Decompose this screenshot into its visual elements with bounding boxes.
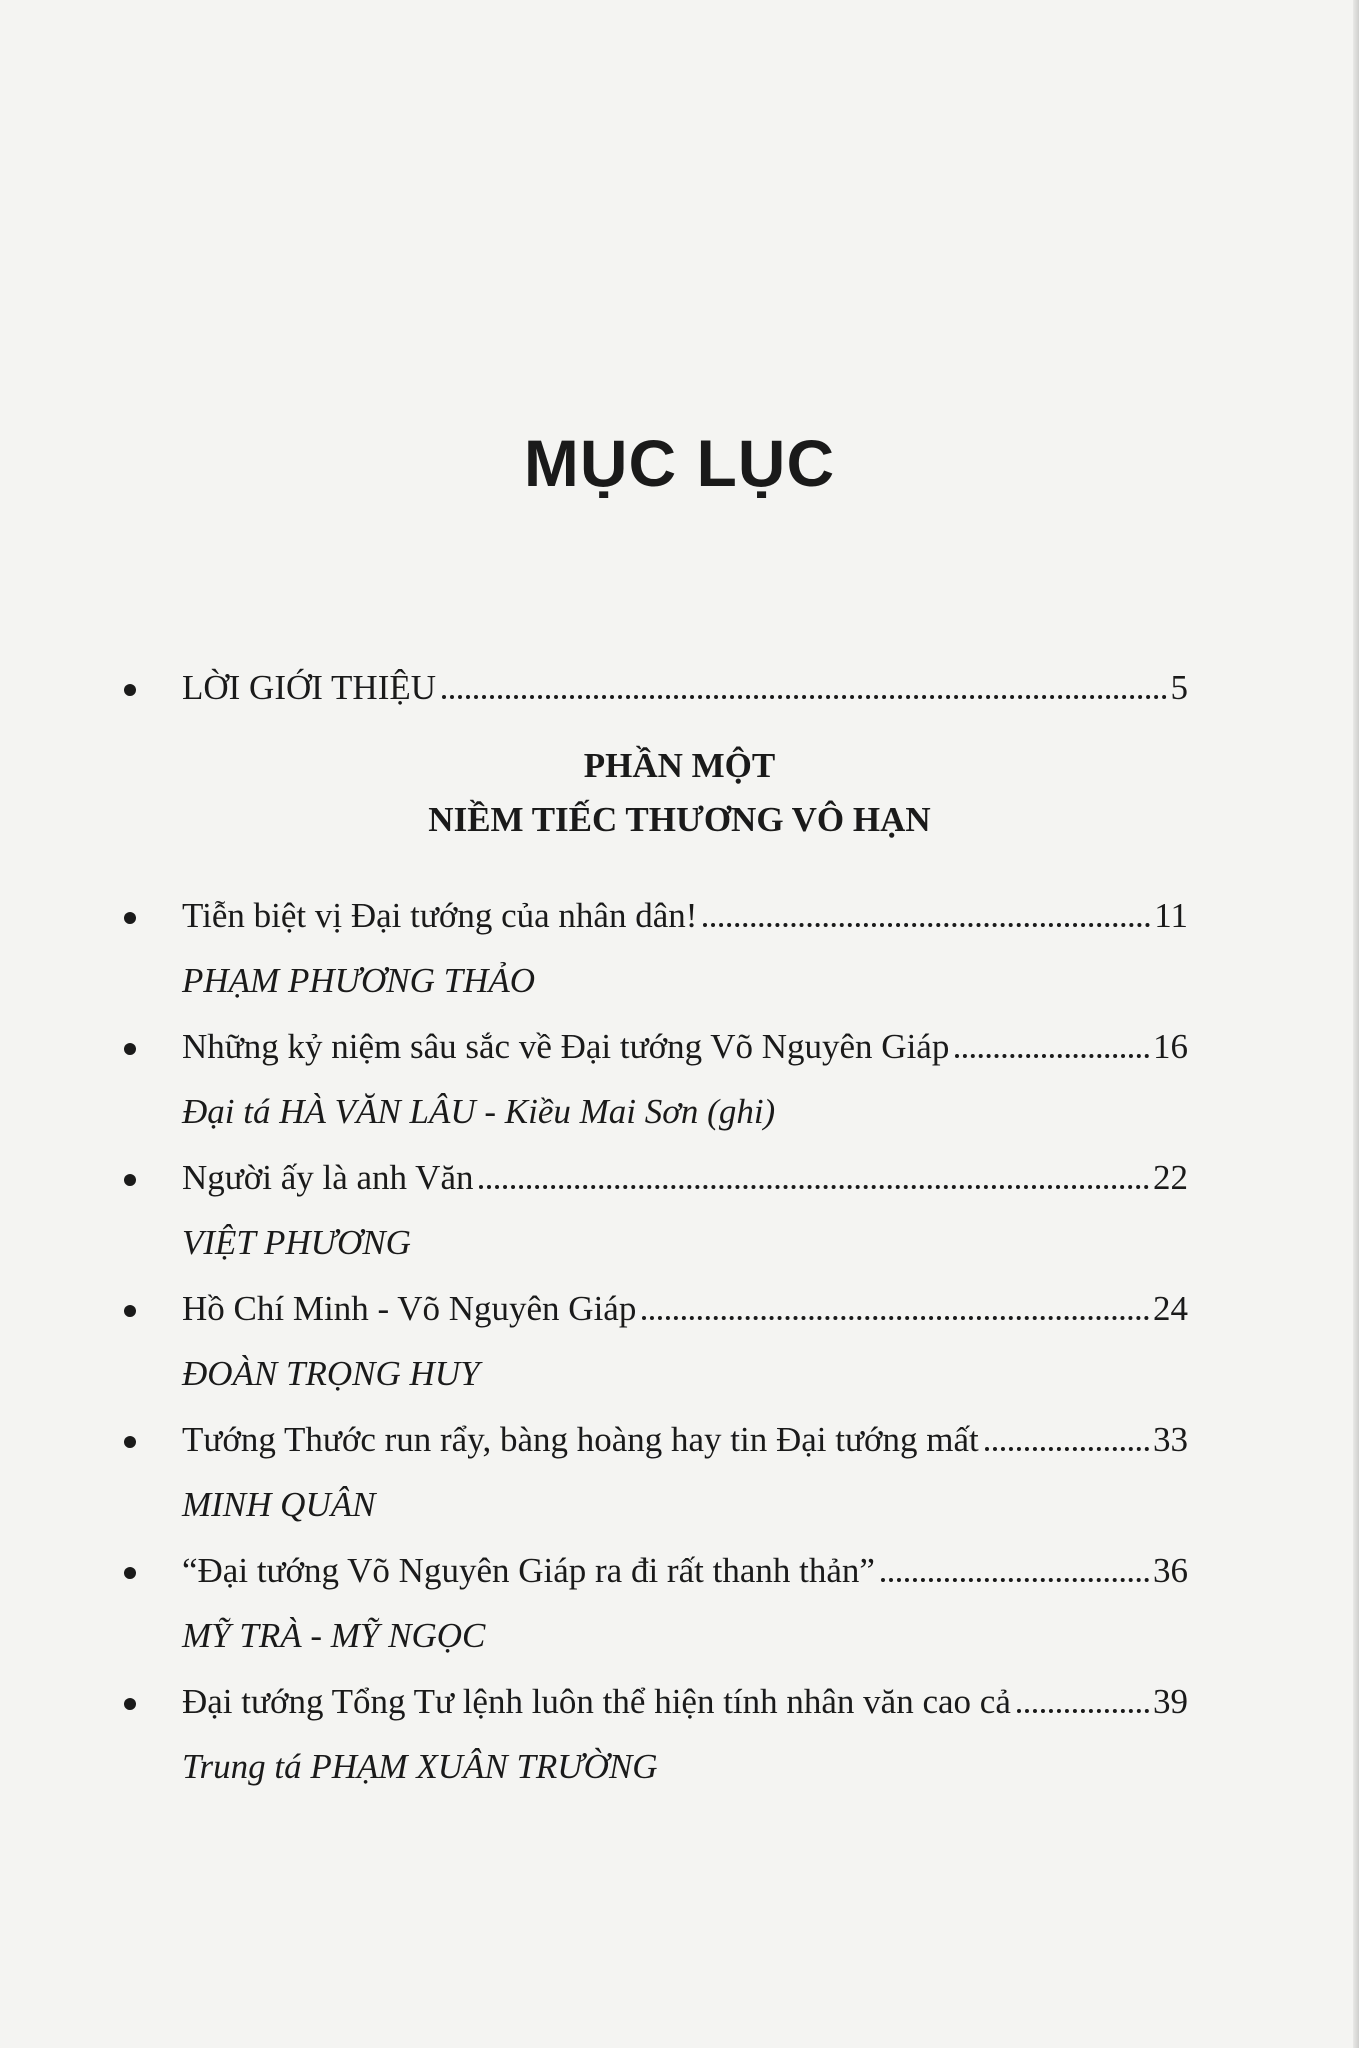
leader-dots [985,1447,1149,1451]
leader-dots [703,923,1150,927]
toc-entry-line [182,1148,1188,1208]
leader-dots [442,695,1166,699]
toc-entry-page: 39 [1153,1682,1188,1721]
toc-entry-author: MINH QUÂN [182,1485,376,1524]
leader-dots [955,1054,1149,1058]
toc-entry[interactable] [0,1541,1359,1601]
toc-entry-page: 22 [1153,1158,1188,1197]
toc-entry-title: Đại tướng Tổng Tư lệnh luôn thể hiện tính nhân văn cao cả [182,1682,1011,1721]
bullet-icon [124,1043,136,1055]
toc-entry-line [182,1541,1188,1601]
toc-entry-intro[interactable] [0,658,1359,718]
toc-entry-title: Hồ Chí Minh - Võ Nguyên Giáp [182,1289,637,1328]
bullet-icon [124,1698,136,1710]
toc-entry[interactable] [0,1672,1359,1732]
toc-entry-author: MỸ TRÀ - MỸ NGỌC [182,1616,486,1655]
toc-entry-page: 36 [1153,1551,1188,1590]
toc-entry-page: 33 [1153,1420,1188,1459]
leader-dots [1017,1709,1149,1713]
part-label: PHẦN MỘT [583,746,776,785]
toc-entry[interactable] [0,1279,1359,1339]
toc-entry[interactable] [0,886,1359,946]
bullet-icon [124,912,136,924]
toc-entry-line [182,658,1188,718]
bullet-icon [124,684,136,696]
toc-entry-author: PHẠM PHƯƠNG THẢO [182,961,536,1000]
bullet-icon [124,1305,136,1317]
bullet-icon [124,1567,136,1579]
toc-entry[interactable] [0,1148,1359,1208]
toc-entry-title: LỜI GIỚI THIỆU [182,668,437,707]
toc-entry-title: Người ấy là anh Văn [182,1158,474,1197]
toc-entry[interactable] [0,1410,1359,1470]
toc-entry-line [182,1410,1188,1470]
toc-entry-title: Những kỷ niệm sâu sắc về Đại tướng Võ Nguyên Giáp [182,1027,950,1066]
toc-entry-page: 11 [1154,896,1188,935]
toc-entry-title: Tiễn biệt vị Đại tướng của nhân dân! [182,896,698,935]
bullet-icon [124,1436,136,1448]
toc-entry-line [182,1672,1188,1732]
leader-dots [479,1185,1149,1189]
toc-entry-title: Tướng Thước run rẩy, bàng hoàng hay tin Đại tướng mất [182,1420,979,1459]
toc-entry-page: 5 [1170,668,1188,707]
toc-entry-author: VIỆT PHƯƠNG [182,1223,411,1262]
leader-dots [642,1316,1149,1320]
toc-entry-title: “Đại tướng Võ Nguyên Giáp ra đi rất thanh thản” [182,1551,875,1590]
toc-entry-line [182,886,1188,946]
toc-entry-line [182,1017,1188,1077]
part-name: NIỀM TIẾC THƯƠNG VÔ HẠN [428,800,931,839]
toc-entry[interactable] [0,1017,1359,1077]
toc-entry-author: ĐOÀN TRỌNG HUY [182,1354,480,1393]
page-title: MỤC LỤC [523,426,836,500]
toc-entry-page: 16 [1153,1027,1188,1066]
toc-entry-author: Trung tá PHẠM XUÂN TRƯỜNG [182,1747,658,1786]
leader-dots [881,1578,1149,1582]
bullet-icon [124,1174,136,1186]
toc-entry-line [182,1279,1188,1339]
toc-entry-page: 24 [1153,1289,1188,1328]
toc-entry-author: Đại tá HÀ VĂN LÂU - Kiều Mai Sơn (ghi) [182,1092,776,1131]
